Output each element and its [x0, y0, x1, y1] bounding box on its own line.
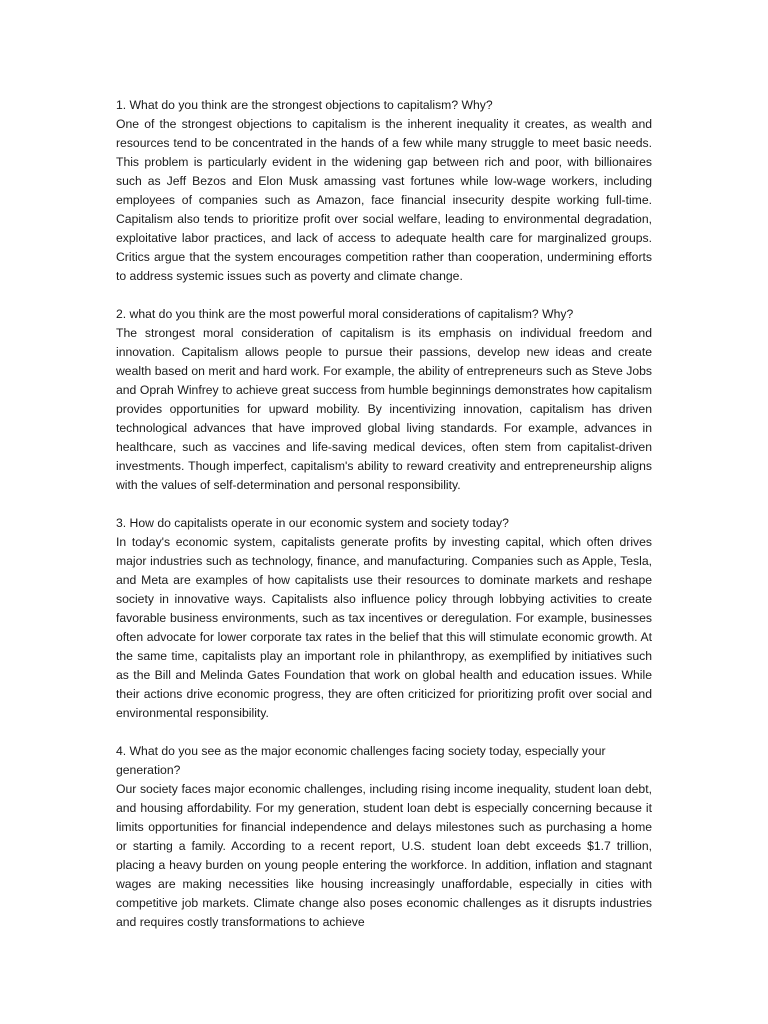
answer-paragraph: The strongest moral consideration of capitalism is its emphasis on individual freedom and innovation. Capitalism allows people to pursue their passions, develop new ideas and create wealth based on merit and hard work. For example, the ability of entrepreneurs such as Steve Jobs and Oprah Winfrey to achieve great success from humble beginnings demonstrates how capitalism provides opportunities for upward mobility. By incentivizing innovation, capitalism has driven technological advances that have improved global living standards. For example, advances in healthcare, such as vaccines and life-saving medical devices, often stem from capitalist-driven investments. Though imperfect, capitalism's ability to reward creativity and entrepreneurship aligns with the values of self-determination and personal responsibility. — [116, 326, 652, 492]
answer-paragraph: One of the strongest objections to capitalism is the inherent inequality it creates, as wealth and resources tend to be concentrated in the hands of a few while many struggle to meet basic needs. This problem is particularly evident in the widening gap between rich and poor, with billionaires such as Jeff Bezos and Elon Musk amassing vast fortunes while low-wage workers, including employees of companies such as Amazon, face financial insecurity despite working full-time. Capitalism also tends to prioritize profit over social welfare, leading to environmental degradation, exploitative labor practices, and lack of access to adequate health care for marginalized groups. Critics argue that the system encourages competition rather than cooperation, undermining efforts to address systemic issues such as poverty and climate change. — [116, 117, 652, 283]
answer-paragraph: Our society faces major economic challenges, including rising income inequality, student loan debt, and housing affordability. For my generation, student loan debt is especially concerning because it limits opportunities for financial independence and delays milestones such as purchasing a home or starting a family. According to a recent report, U.S. student loan debt exceeds $1.7 trillion, placing a heavy burden on young people entering the workforce. In addition, inflation and stagnant wages are making necessities like housing increasingly unaffordable, especially in cities with competitive job markets. Climate change also poses economic challenges as it disrupts industries and requires costly transformations to achieve — [116, 782, 652, 929]
question-heading: 3. How do capitalists operate in our economic system and society today? — [116, 516, 509, 530]
question-heading: 1. What do you think are the strongest objections to capitalism? Why? — [116, 98, 493, 112]
document-page — [116, 96, 652, 951]
section-4 — [116, 742, 652, 932]
answer-paragraph: In today's economic system, capitalists generate profits by investing capital, which often drives major industries such as technology, finance, and manufacturing. Companies such as Apple, Tesla, and Meta are examples of how capitalists use their resources to dominate markets and reshape society in innovative ways. Capitalists also influence policy through lobbying activities to create favorable business environments, such as tax incentives or deregulation. For example, businesses often advocate for lower corporate tax rates in the belief that this will stimulate economic growth. At the same time, capitalists play an important role in philanthropy, as exemplified by initiatives such as the Bill and Melinda Gates Foundation that work on global health and education issues. While their actions drive economic progress, they are often criticized for prioritizing profit over social and environmental responsibility. — [116, 535, 652, 720]
section-3 — [116, 514, 652, 723]
section-2 — [116, 305, 652, 495]
question-heading: 2. what do you think are the most powerful moral considerations of capitalism? Why? — [116, 307, 574, 321]
question-heading: 4. What do you see as the major economic challenges facing society today, especially your generation? — [116, 744, 606, 777]
section-1 — [116, 96, 652, 286]
